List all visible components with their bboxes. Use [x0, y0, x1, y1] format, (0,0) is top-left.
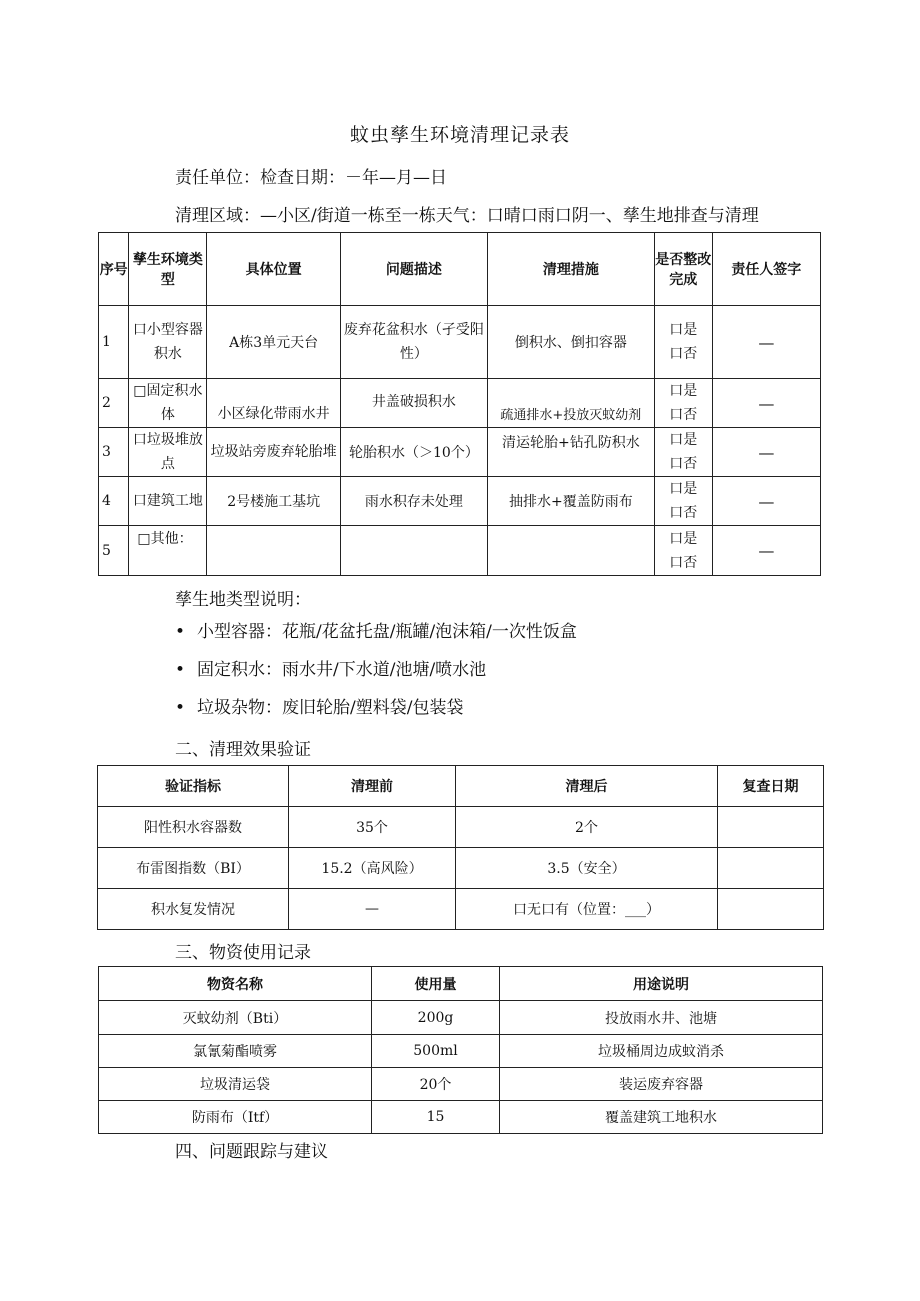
problem-description: 轮胎积水（＞10个）	[341, 428, 488, 477]
after-value: 3.5（安全）	[456, 848, 718, 889]
table-row	[99, 1035, 823, 1068]
site-type: □固定积水体	[129, 379, 207, 428]
bullet-icon: •	[175, 660, 186, 680]
table-row	[99, 379, 821, 428]
site-location: 垃圾站旁废弃轮胎堆	[207, 428, 341, 477]
supply-name: 灭蚊幼剂（Bti）	[99, 1001, 372, 1035]
rectified-checkbox[interactable]: 口是 口否	[654, 428, 712, 477]
row-number: 4	[99, 477, 129, 526]
table-row	[99, 1001, 823, 1035]
site-location: 小区绿化带雨水井	[207, 379, 341, 428]
problem-description: 废弃花盆积水（孑受阳性）	[341, 306, 488, 379]
list-item	[175, 689, 577, 727]
signature-cell[interactable]: —	[712, 526, 820, 576]
col-header: 是否整改完成	[654, 233, 712, 306]
site-location[interactable]	[207, 526, 341, 576]
site-type: 口小型容器积水	[129, 306, 207, 379]
breeding-site-table	[98, 232, 821, 576]
col-header: 具体位置	[207, 233, 341, 306]
col-header: 验证指标	[98, 766, 289, 807]
cleanup-measure[interactable]	[487, 526, 654, 576]
before-value: —	[289, 889, 456, 930]
site-type: □其他：	[129, 526, 207, 576]
table3-header-row	[99, 967, 823, 1001]
list-item	[175, 613, 577, 651]
table-row	[99, 1101, 823, 1134]
signature-cell[interactable]: —	[712, 428, 820, 477]
row-number: 3	[99, 428, 129, 477]
site-type: 口垃圾堆放点	[129, 428, 207, 477]
signature-cell[interactable]: —	[712, 379, 820, 428]
table1-header-row	[99, 233, 821, 306]
col-header: 孳生环境类型	[129, 233, 207, 306]
area-weather-line: 清理区域：—小区/街道一栋至一栋天气：口晴口雨口阴一、孳生地排查与清理	[175, 206, 759, 226]
unit-date-line: 责任单位：检查日期：－年—月—日	[175, 168, 447, 188]
table-row	[99, 1068, 823, 1101]
site-location: A栋3单元天台	[207, 306, 341, 379]
row-number: 2	[99, 379, 129, 428]
bullet-icon: •	[175, 622, 186, 642]
cleanup-measure: 抽排水+覆盖防雨布	[487, 477, 654, 526]
section-4-heading: 四、问题跟踪与建议	[175, 1142, 328, 1162]
list-item	[175, 651, 577, 689]
rectified-checkbox[interactable]: 口是 口否	[654, 477, 712, 526]
list-item-text: 小型容器：花瓶/花盆托盘/瓶罐/泡沫箱/一次性饭盒	[197, 622, 577, 642]
before-value: 35个	[289, 807, 456, 848]
document-title: 蚊虫孳生环境清理记录表	[349, 124, 570, 146]
supply-amount: 20个	[372, 1068, 500, 1101]
supply-usage: 投放雨水井、池塘	[500, 1001, 823, 1035]
problem-description: 雨水积存未处理	[341, 477, 488, 526]
after-value[interactable]: 口无口有（位置：___）	[456, 889, 718, 930]
supply-name: 防雨布（Itf）	[99, 1101, 372, 1134]
site-location: 2号楼施工基坑	[207, 477, 341, 526]
col-header: 复查日期	[718, 766, 824, 807]
list-item-text: 垃圾杂物：废旧轮胎/塑料袋/包装袋	[197, 698, 464, 718]
row-number: 5	[99, 526, 129, 576]
problem-description[interactable]	[341, 526, 488, 576]
metric: 阳性积水容器数	[98, 807, 289, 848]
table-row	[99, 306, 821, 379]
table-row	[99, 428, 821, 477]
metric: 布雷图指数（BI）	[98, 848, 289, 889]
table2-header-row	[98, 766, 824, 807]
supply-amount: 15	[372, 1101, 500, 1134]
types-heading: 孳生地类型说明：	[175, 590, 311, 610]
supply-amount: 200g	[372, 1001, 500, 1035]
col-header: 使用量	[372, 967, 500, 1001]
list-item-text: 固定积水：雨水井/下水道/池塘/喷水池	[197, 660, 487, 680]
section-3-heading: 三、物资使用记录	[175, 943, 311, 963]
types-list	[175, 613, 577, 727]
rectified-checkbox[interactable]: 口是 口否	[654, 379, 712, 428]
supply-usage: 垃圾桶周边成蚊消杀	[500, 1035, 823, 1068]
cleanup-measure: 倒积水、倒扣容器	[487, 306, 654, 379]
rectified-checkbox[interactable]: 口是 口否	[654, 306, 712, 379]
col-header: 清理措施	[487, 233, 654, 306]
signature-cell[interactable]: —	[712, 477, 820, 526]
site-type: 口建筑工地	[129, 477, 207, 526]
col-header: 问题描述	[341, 233, 488, 306]
row-number: 1	[99, 306, 129, 379]
supply-usage: 覆盖建筑工地积水	[500, 1101, 823, 1134]
signature-cell[interactable]: —	[712, 306, 820, 379]
cleanup-measure: 疏通排水+投放灭蚊幼剂	[487, 379, 654, 428]
supply-name: 氯氰菊酯喷雾	[99, 1035, 372, 1068]
col-header: 序号	[99, 233, 129, 306]
table-row	[99, 477, 821, 526]
supplies-table	[98, 966, 823, 1134]
table-row	[98, 848, 824, 889]
metric: 积水复发情况	[98, 889, 289, 930]
table-row	[98, 889, 824, 930]
verification-table	[97, 765, 824, 930]
before-value: 15.2（高风险）	[289, 848, 456, 889]
review-date[interactable]	[718, 848, 824, 889]
problem-description: 井盖破损积水	[341, 379, 488, 428]
supply-amount: 500ml	[372, 1035, 500, 1068]
rectified-checkbox[interactable]: 口是 口否	[654, 526, 712, 576]
col-header: 用途说明	[500, 967, 823, 1001]
review-date[interactable]	[718, 807, 824, 848]
section-2-heading: 二、清理效果验证	[175, 740, 311, 760]
after-value: 2个	[456, 807, 718, 848]
supply-usage: 装运废弃容器	[500, 1068, 823, 1101]
table-row	[98, 807, 824, 848]
cleanup-measure: 清运轮胎+钻孔防积水	[487, 428, 654, 477]
col-header: 清理后	[456, 766, 718, 807]
col-header: 责任人签字	[712, 233, 820, 306]
col-header: 物资名称	[99, 967, 372, 1001]
bullet-icon: •	[175, 698, 186, 718]
col-header: 清理前	[289, 766, 456, 807]
supply-name: 垃圾清运袋	[99, 1068, 372, 1101]
review-date[interactable]	[718, 889, 824, 930]
table-row	[99, 526, 821, 576]
